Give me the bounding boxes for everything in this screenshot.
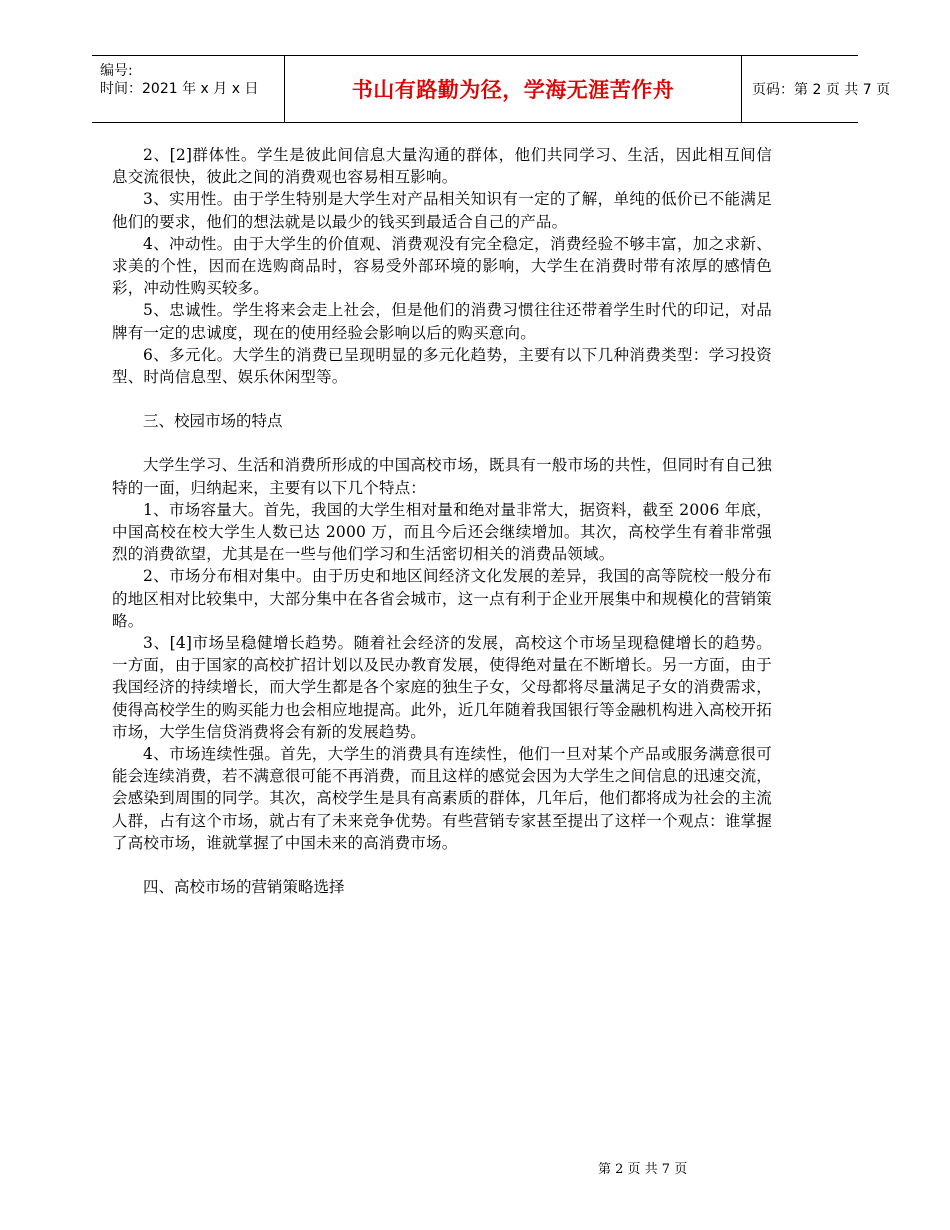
paragraph-market-growth: 3、[4]市场呈稳健增长趋势。随着社会经济的发展，高校这个市场呈现稳健增长的趋势。一方面，由于国家的高校扩招计划以及民办教育发展，使得绝对量在不断增长。另一方面，由于我国经济的持续增长，而大学生都是各个家庭的独生子女，父母都将尽量满足子女的消费需求，使得高校学生的购买能力也会相应地提高。此外，近几年随着我国银行等金融机构进入高校开拓市场，大学生信贷消费将会有新的发展趋势。	[112, 634, 772, 741]
header-motto: 书山有路勤为径，学海无涯苦作舟	[351, 78, 675, 102]
paragraph-market-intro: 大学生学习、生活和消费所形成的中国高校市场，既具有一般市场的共性，但同时有自己独特的一面，归纳起来，主要有以下几个特点：	[112, 456, 772, 497]
paragraph-market-capacity: 1、市场容量大。首先，我国的大学生相对量和绝对量非常大，据资料，截至 2006 年底，中国高校在校大学生人数已达 2000 万，而且今后还会继续增加。其次，高校学生有着非常强烈的消费欲望，尤其是在一些与他们学习和生活密切相关的消费品领域。	[112, 500, 772, 564]
paragraph-practicality: 3、实用性。由于学生特别是大学生对产品相关知识有一定的了解，单纯的低价已不能满足他们的要求，他们的想法就是以最少的钱买到最适合自己的产品。	[112, 190, 772, 231]
paragraph-impulsiveness: 4、冲动性。由于大学生的价值观、消费观没有完全稳定，消费经验不够丰富，加之求新、求美的个性，因而在选购商品时，容易受外部环境的影响，大学生在消费时带有浓厚的感情色彩，冲动性购买较多。	[112, 234, 772, 298]
paragraph-loyalty: 5、忠诚性。学生将来会走上社会，但是他们的消费习惯往往还带着学生时代的印记，对品牌有一定的忠诚度，现在的使用经验会影响以后的购买意向。	[112, 301, 772, 342]
header-meta-cell	[92, 56, 284, 122]
header-page-info: 页码：第 2 页 共 7 页	[752, 82, 891, 98]
document-time-label: 时间：2021 年 x 月 x 日	[100, 81, 259, 97]
page-header	[92, 55, 891, 123]
header-page-cell	[742, 56, 891, 122]
paragraph-market-continuity: 4、市场连续性强。首先，大学生的消费具有连续性，他们一旦对某个产品或服务满意很可能会连续消费，若不满意很可能不再消费，而且这样的感觉会因为大学生之间信息的迅速交流，会感染到周围的同学。其次，高校学生是具有高素质的群体，几年后，他们都将成为社会的主流人群，占有这个市场，就占有了未来竞争优势。有些营销专家甚至提出了这样一个观点：谁掌握了高校市场，谁就掌握了中国未来的高消费市场。	[112, 745, 772, 852]
document-number-label: 编号:	[100, 63, 133, 79]
paragraph-diversification: 6、多元化。大学生的消费已呈现明显的多元化趋势，主要有以下几种消费类型：学习投资型、时尚信息型、娱乐休闲型等。	[112, 345, 772, 387]
page-footer: 第 2 页 共 7 页	[598, 1162, 688, 1177]
paragraph-group-character: 2、[2]群体性。学生是彼此间信息大量沟通的群体，他们共同学习、生活，因此相互间信息交流很快，彼此之间的消费观也容易相互影响。	[112, 146, 772, 187]
section-heading-3: 三、校园市场的特点	[143, 412, 283, 431]
section-heading-4: 四、高校市场的营销策略选择	[143, 878, 345, 897]
header-motto-cell	[284, 56, 742, 122]
document-body	[112, 144, 772, 898]
paragraph-market-distribution: 2、市场分布相对集中。由于历史和地区间经济文化发展的差异，我国的高等院校一般分布的地区相对比较集中，大部分集中在各省会城市，这一点有利于企业开展集中和规模化的营销策略。	[112, 567, 772, 630]
